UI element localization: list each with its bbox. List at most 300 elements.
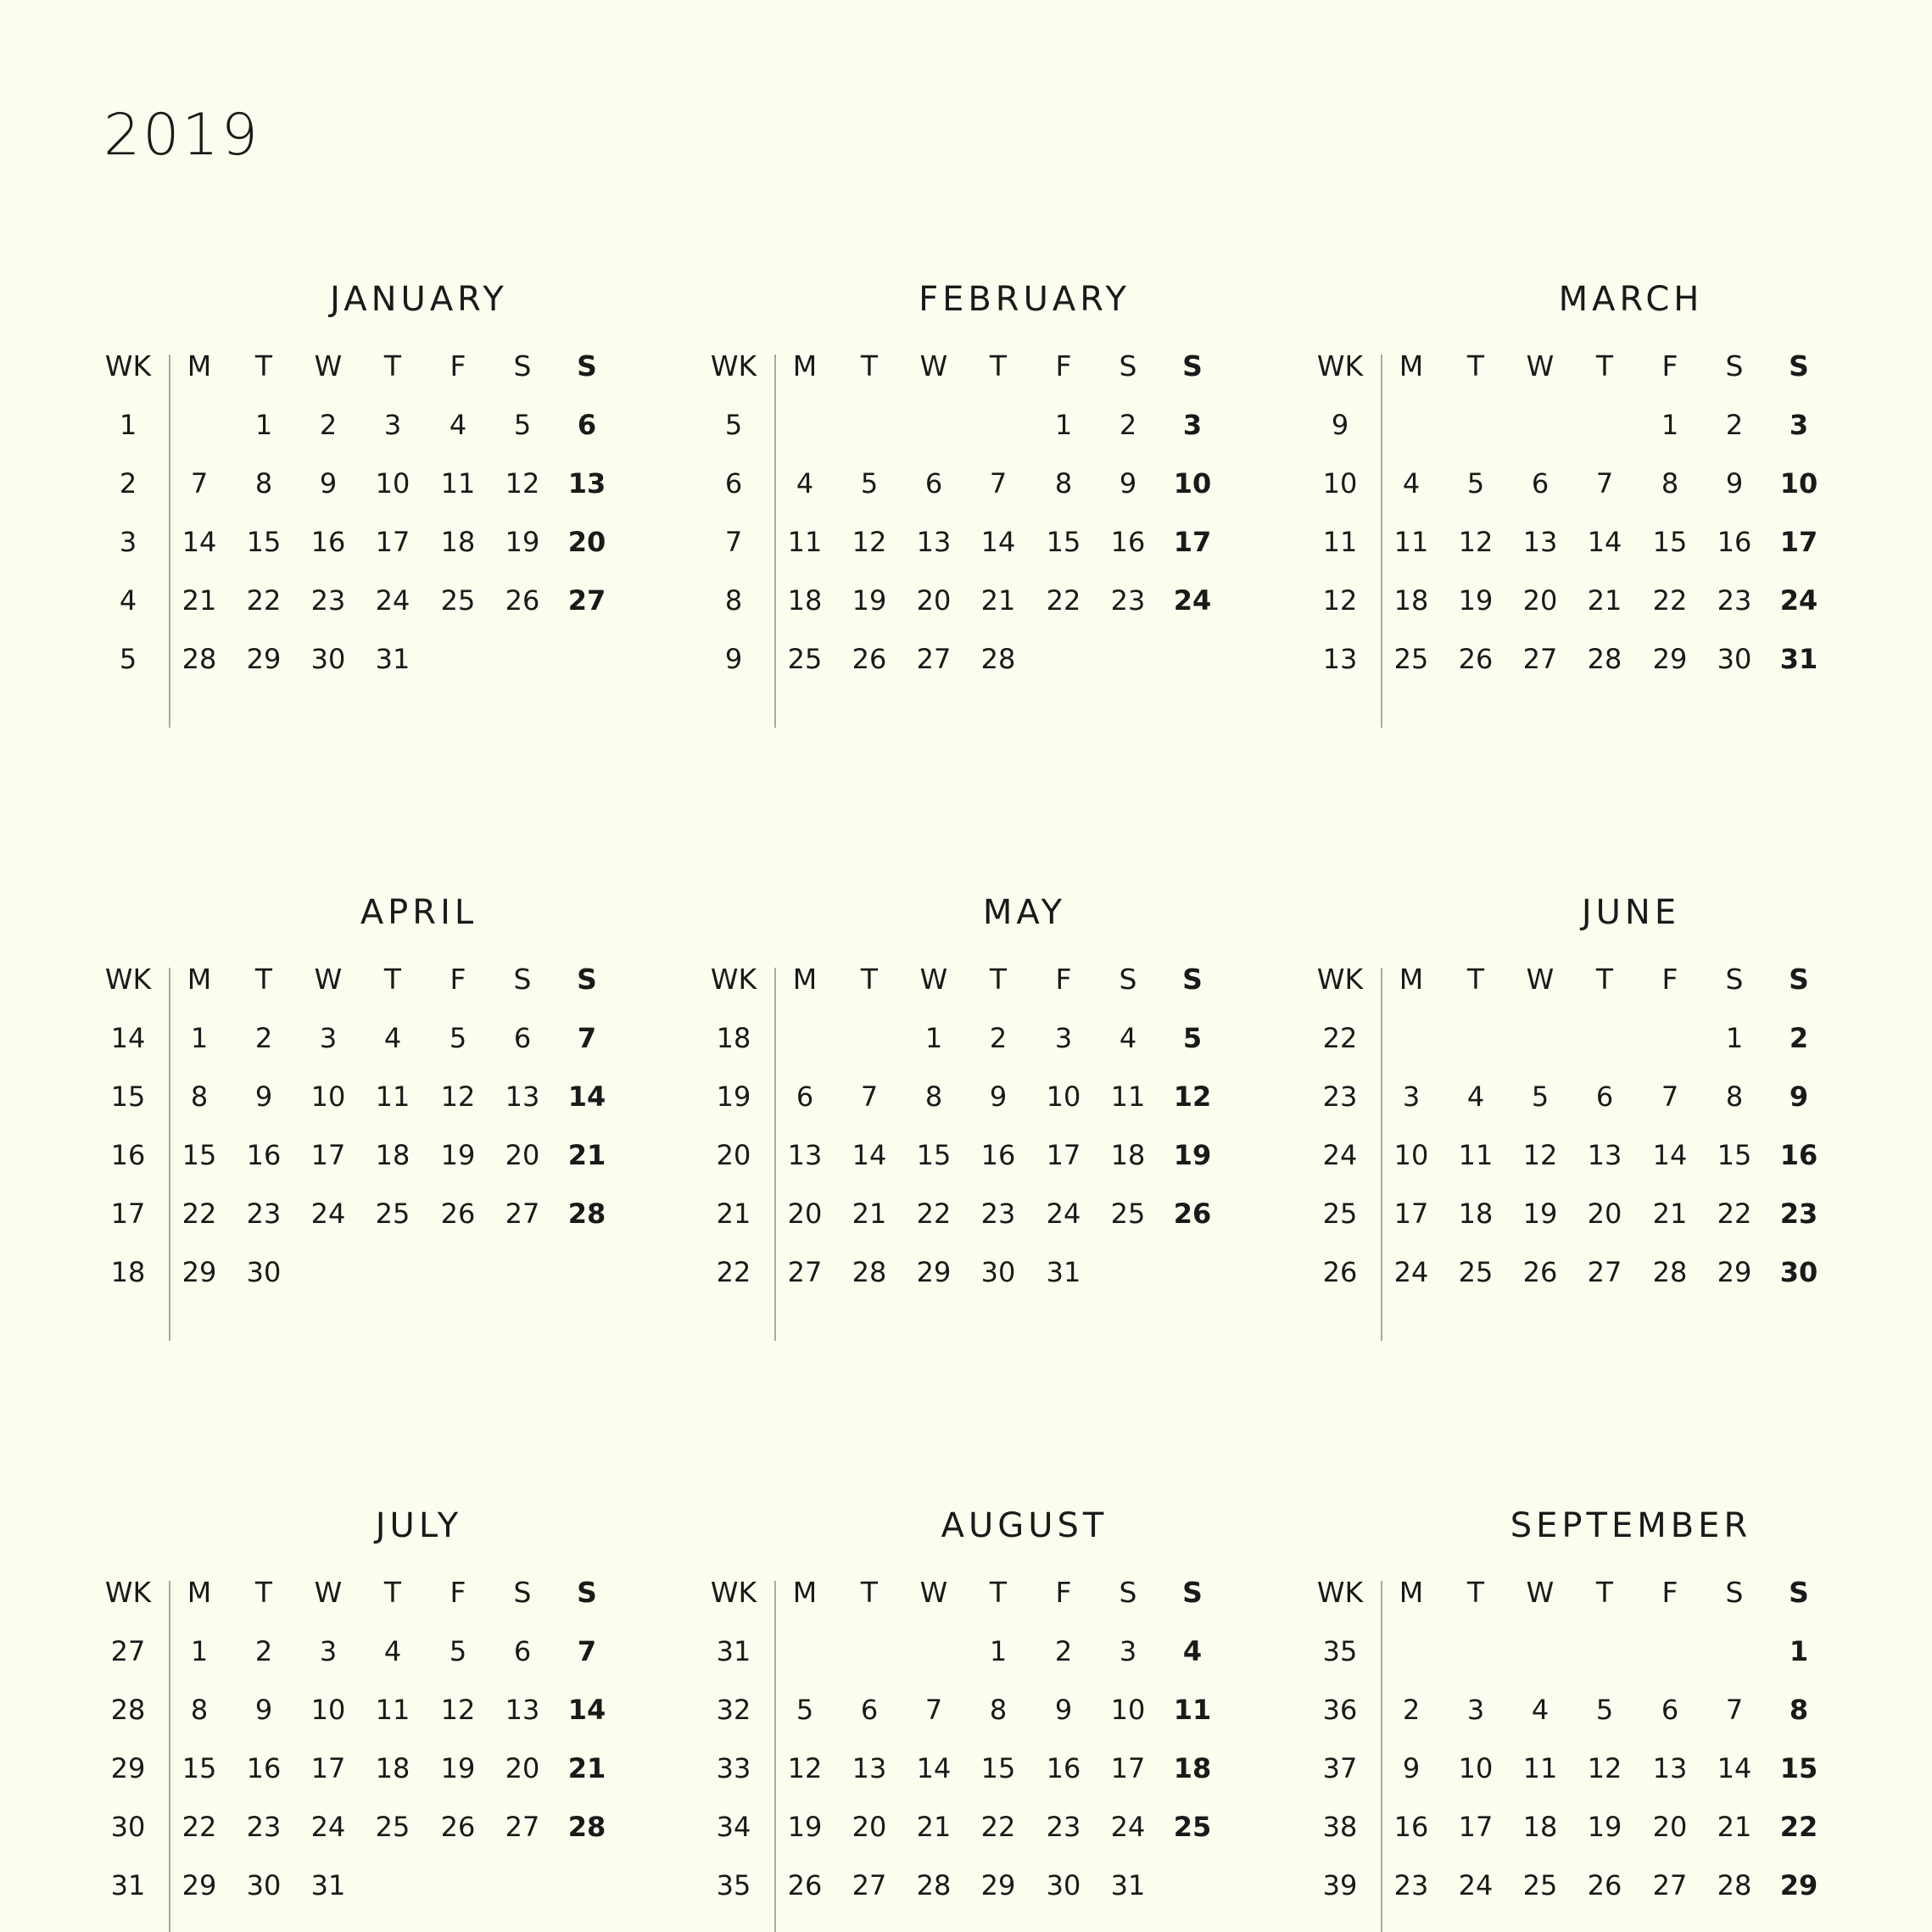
day-cell: 9 xyxy=(254,1694,273,1726)
day-cell: 1 xyxy=(989,1635,1008,1667)
day-cell: 22 xyxy=(181,1811,217,1843)
day-cell: 21 xyxy=(980,584,1016,617)
week-number: 31 xyxy=(110,1869,146,1901)
day-cell: 14 xyxy=(567,1694,606,1726)
day-cell: 19 xyxy=(852,584,887,617)
day-cell: 3 xyxy=(1119,1635,1137,1667)
day-cell: 13 xyxy=(916,526,952,558)
day-cell: 24 xyxy=(1173,584,1212,617)
day-cell: 14 xyxy=(980,526,1016,558)
day-cell: 21 xyxy=(1652,1198,1688,1230)
day-cell: 13 xyxy=(567,467,606,500)
week-number: 7 xyxy=(724,526,743,558)
day-cell: 17 xyxy=(310,1752,346,1784)
day-cell: 27 xyxy=(1522,643,1558,675)
day-cell: 17 xyxy=(1173,526,1212,558)
weekday-header: M xyxy=(1399,963,1424,996)
day-cell: 7 xyxy=(1661,1080,1679,1113)
day-cell: 24 xyxy=(1779,584,1818,617)
week-number: 5 xyxy=(724,409,743,441)
day-cell: 31 xyxy=(1110,1869,1146,1901)
day-cell: 23 xyxy=(246,1198,282,1230)
day-cell: 22 xyxy=(1046,584,1081,617)
day-cell: 11 xyxy=(1110,1080,1146,1113)
week-number: 11 xyxy=(1322,526,1358,558)
week-number: 3 xyxy=(119,526,137,558)
day-cell: 28 xyxy=(1652,1256,1688,1288)
weekday-header: T xyxy=(989,349,1008,382)
day-cell: 8 xyxy=(254,467,273,500)
day-cell: 25 xyxy=(787,643,823,675)
weekday-header: S xyxy=(1119,1576,1137,1609)
day-cell: 1 xyxy=(924,1022,943,1054)
day-cell: 19 xyxy=(1522,1198,1558,1230)
weekday-header: T xyxy=(989,1576,1008,1609)
day-cell: 4 xyxy=(1182,1635,1203,1667)
week-number: 36 xyxy=(1322,1694,1358,1726)
day-cell: 1 xyxy=(190,1635,209,1667)
day-cell: 30 xyxy=(310,643,346,675)
day-cell: 6 xyxy=(924,467,943,500)
day-cell: 31 xyxy=(1046,1256,1081,1288)
day-cell: 16 xyxy=(1717,526,1752,558)
weekday-header: W xyxy=(314,349,343,382)
week-number: 2 xyxy=(119,467,137,500)
day-cell: 5 xyxy=(860,467,879,500)
day-cell: 20 xyxy=(916,584,952,617)
day-cell: 29 xyxy=(980,1869,1016,1901)
day-cell: 8 xyxy=(1789,1694,1809,1726)
day-cell: 16 xyxy=(1046,1752,1081,1784)
day-cell: 25 xyxy=(1522,1869,1558,1901)
day-cell: 4 xyxy=(383,1635,402,1667)
weekday-header: W xyxy=(1526,1576,1555,1609)
day-cell: 24 xyxy=(1393,1256,1429,1288)
day-cell: 15 xyxy=(980,1752,1016,1784)
week-number: 8 xyxy=(724,584,743,617)
day-cell: 18 xyxy=(1393,584,1429,617)
weekday-header: S xyxy=(1182,349,1203,382)
day-cell: 29 xyxy=(1779,1869,1818,1901)
weekday-header: F xyxy=(1661,963,1678,996)
day-cell: 31 xyxy=(310,1869,346,1901)
day-cell: 28 xyxy=(916,1869,952,1901)
weekday-header: F xyxy=(1055,349,1072,382)
weekday-header: F xyxy=(1055,963,1072,996)
weekday-header: T xyxy=(1466,963,1485,996)
day-cell: 27 xyxy=(1652,1869,1688,1901)
weekday-header: W xyxy=(314,1576,343,1609)
weekday-header: S xyxy=(513,349,532,382)
day-cell: 3 xyxy=(383,409,402,441)
week-number: 15 xyxy=(110,1080,146,1113)
day-cell: 6 xyxy=(513,1022,532,1054)
day-cell: 2 xyxy=(254,1022,273,1054)
day-cell: 25 xyxy=(375,1198,410,1230)
day-cell: 12 xyxy=(440,1080,476,1113)
day-cell: 10 xyxy=(1393,1139,1429,1171)
day-cell: 6 xyxy=(860,1694,879,1726)
day-cell: 4 xyxy=(1531,1694,1550,1726)
day-cell: 20 xyxy=(505,1139,540,1171)
week-number: 6 xyxy=(724,467,743,500)
day-cell: 7 xyxy=(577,1635,597,1667)
week-number: 28 xyxy=(110,1694,146,1726)
day-cell: 29 xyxy=(1717,1256,1752,1288)
day-cell: 9 xyxy=(319,467,338,500)
day-cell: 22 xyxy=(1652,584,1688,617)
day-cell: 7 xyxy=(1595,467,1614,500)
week-header: WK xyxy=(1316,1576,1364,1609)
day-cell: 26 xyxy=(1173,1198,1212,1230)
day-cell: 28 xyxy=(567,1198,606,1230)
day-cell: 31 xyxy=(375,643,410,675)
day-cell: 18 xyxy=(440,526,476,558)
week-header: WK xyxy=(710,349,757,382)
day-cell: 27 xyxy=(1587,1256,1622,1288)
day-cell: 9 xyxy=(989,1080,1008,1113)
day-cell: 10 xyxy=(375,467,410,500)
weekday-header: T xyxy=(1466,1576,1485,1609)
week-number: 12 xyxy=(1322,584,1358,617)
day-cell: 22 xyxy=(246,584,282,617)
day-cell: 15 xyxy=(181,1139,217,1171)
day-cell: 19 xyxy=(1458,584,1494,617)
day-cell: 22 xyxy=(916,1198,952,1230)
day-cell: 19 xyxy=(787,1811,823,1843)
month-name: MAY xyxy=(982,893,1067,932)
day-cell: 23 xyxy=(1779,1198,1818,1230)
day-cell: 21 xyxy=(567,1752,606,1784)
week-number: 32 xyxy=(716,1694,751,1726)
day-cell: 12 xyxy=(1587,1752,1622,1784)
day-cell: 12 xyxy=(440,1694,476,1726)
day-cell: 24 xyxy=(310,1811,346,1843)
day-cell: 30 xyxy=(980,1256,1016,1288)
day-cell: 23 xyxy=(1393,1869,1429,1901)
day-cell: 21 xyxy=(1717,1811,1752,1843)
week-header: WK xyxy=(710,963,757,996)
day-cell: 17 xyxy=(1458,1811,1494,1843)
day-cell: 17 xyxy=(375,526,410,558)
week-number: 35 xyxy=(1322,1635,1358,1667)
week-number: 9 xyxy=(1331,409,1349,441)
day-cell: 10 xyxy=(1779,467,1818,500)
day-cell: 27 xyxy=(916,643,952,675)
day-cell: 28 xyxy=(980,643,1016,675)
weekday-header: S xyxy=(577,349,597,382)
day-cell: 3 xyxy=(1789,409,1809,441)
day-cell: 24 xyxy=(1046,1198,1081,1230)
day-cell: 3 xyxy=(1182,409,1203,441)
day-cell: 3 xyxy=(1466,1694,1485,1726)
day-cell: 16 xyxy=(1779,1139,1818,1171)
week-number: 37 xyxy=(1322,1752,1358,1784)
day-cell: 8 xyxy=(989,1694,1008,1726)
week-number: 23 xyxy=(1322,1080,1358,1113)
day-cell: 8 xyxy=(190,1694,209,1726)
day-cell: 18 xyxy=(1522,1811,1558,1843)
day-cell: 2 xyxy=(1054,1635,1073,1667)
month-name: FEBRUARY xyxy=(919,280,1131,319)
day-cell: 12 xyxy=(787,1752,823,1784)
weekday-header: M xyxy=(792,1576,818,1609)
weekday-header: S xyxy=(577,963,597,996)
month-block xyxy=(103,1506,672,1932)
day-cell: 20 xyxy=(1522,584,1558,617)
day-cell: 11 xyxy=(1393,526,1429,558)
day-cell: 22 xyxy=(1779,1811,1818,1843)
week-header: WK xyxy=(1316,963,1364,996)
day-cell: 5 xyxy=(1466,467,1485,500)
day-cell: 13 xyxy=(505,1694,540,1726)
day-cell: 4 xyxy=(449,409,467,441)
day-cell: 6 xyxy=(1661,1694,1679,1726)
week-number: 25 xyxy=(1322,1198,1358,1230)
day-cell: 29 xyxy=(246,643,282,675)
week-number: 29 xyxy=(110,1752,146,1784)
day-cell: 21 xyxy=(916,1811,952,1843)
weekday-header: F xyxy=(1661,349,1678,382)
day-cell: 22 xyxy=(1717,1198,1752,1230)
day-cell: 6 xyxy=(796,1080,814,1113)
week-number: 31 xyxy=(716,1635,751,1667)
day-cell: 7 xyxy=(190,467,209,500)
day-cell: 2 xyxy=(1789,1022,1809,1054)
day-cell: 3 xyxy=(319,1635,338,1667)
weekday-header: T xyxy=(1595,349,1614,382)
day-cell: 26 xyxy=(440,1198,476,1230)
weekday-header: S xyxy=(1119,963,1137,996)
day-cell: 20 xyxy=(787,1198,823,1230)
day-cell: 27 xyxy=(787,1256,823,1288)
day-cell: 13 xyxy=(852,1752,887,1784)
day-cell: 7 xyxy=(577,1022,597,1054)
month-block xyxy=(709,893,1277,1337)
day-cell: 18 xyxy=(375,1139,410,1171)
day-cell: 24 xyxy=(310,1198,346,1230)
weekday-header: F xyxy=(1661,1576,1678,1609)
day-cell: 3 xyxy=(319,1022,338,1054)
day-cell: 2 xyxy=(319,409,338,441)
day-cell: 11 xyxy=(1522,1752,1558,1784)
day-cell: 20 xyxy=(505,1752,540,1784)
day-cell: 21 xyxy=(567,1139,606,1171)
day-cell: 5 xyxy=(449,1022,467,1054)
day-cell: 20 xyxy=(852,1811,887,1843)
day-cell: 8 xyxy=(924,1080,943,1113)
day-cell: 5 xyxy=(1182,1022,1203,1054)
day-cell: 23 xyxy=(246,1811,282,1843)
day-cell: 26 xyxy=(1458,643,1494,675)
week-number: 10 xyxy=(1322,467,1358,500)
day-cell: 17 xyxy=(1110,1752,1146,1784)
day-cell: 10 xyxy=(310,1694,346,1726)
day-cell: 5 xyxy=(449,1635,467,1667)
weekday-header: S xyxy=(1725,349,1744,382)
week-number: 1 xyxy=(119,409,137,441)
month-name: JULY xyxy=(375,1506,463,1545)
weekday-header: M xyxy=(187,1576,212,1609)
day-cell: 15 xyxy=(1652,526,1688,558)
weekday-header: S xyxy=(1789,349,1809,382)
weekday-header: S xyxy=(1789,963,1809,996)
day-cell: 16 xyxy=(1393,1811,1429,1843)
day-cell: 11 xyxy=(787,526,823,558)
weekday-header: M xyxy=(792,349,818,382)
day-cell: 18 xyxy=(1173,1752,1212,1784)
day-cell: 21 xyxy=(852,1198,887,1230)
weekday-header: T xyxy=(860,349,879,382)
day-cell: 14 xyxy=(1717,1752,1752,1784)
weekday-header: W xyxy=(919,349,948,382)
week-number: 33 xyxy=(716,1752,751,1784)
day-cell: 22 xyxy=(181,1198,217,1230)
week-number: 22 xyxy=(1322,1022,1358,1054)
weekday-header: S xyxy=(1725,963,1744,996)
week-number: 16 xyxy=(110,1139,146,1171)
day-cell: 12 xyxy=(852,526,887,558)
day-cell: 20 xyxy=(1652,1811,1688,1843)
day-cell: 29 xyxy=(916,1256,952,1288)
day-cell: 5 xyxy=(1595,1694,1614,1726)
weekday-header: M xyxy=(792,963,818,996)
day-cell: 24 xyxy=(375,584,410,617)
day-cell: 18 xyxy=(787,584,823,617)
weekday-header: M xyxy=(187,349,212,382)
day-cell: 23 xyxy=(1717,584,1752,617)
week-number: 17 xyxy=(110,1198,146,1230)
day-cell: 23 xyxy=(980,1198,1016,1230)
weekday-header: M xyxy=(1399,1576,1424,1609)
weekday-header: F xyxy=(449,349,466,382)
weekday-header: T xyxy=(254,349,273,382)
day-cell: 7 xyxy=(860,1080,879,1113)
week-number: 18 xyxy=(716,1022,751,1054)
week-number: 27 xyxy=(110,1635,146,1667)
day-cell: 4 xyxy=(1119,1022,1137,1054)
weekday-header: F xyxy=(449,1576,466,1609)
day-cell: 17 xyxy=(1046,1139,1081,1171)
day-cell: 16 xyxy=(310,526,346,558)
day-cell: 28 xyxy=(567,1811,606,1843)
day-cell: 27 xyxy=(505,1811,540,1843)
day-cell: 7 xyxy=(924,1694,943,1726)
week-number: 26 xyxy=(1322,1256,1358,1288)
month-name: JUNE xyxy=(1581,893,1681,932)
day-cell: 18 xyxy=(1458,1198,1494,1230)
day-cell: 9 xyxy=(254,1080,273,1113)
week-number: 9 xyxy=(724,643,743,675)
month-name: APRIL xyxy=(360,893,478,932)
weekday-header: S xyxy=(1725,1576,1744,1609)
day-cell: 17 xyxy=(310,1139,346,1171)
day-cell: 17 xyxy=(1779,526,1818,558)
day-cell: 26 xyxy=(852,643,887,675)
day-cell: 16 xyxy=(246,1752,282,1784)
day-cell: 30 xyxy=(1779,1256,1818,1288)
day-cell: 5 xyxy=(513,409,532,441)
day-cell: 10 xyxy=(1173,467,1212,500)
day-cell: 2 xyxy=(989,1022,1008,1054)
day-cell: 4 xyxy=(1466,1080,1485,1113)
day-cell: 5 xyxy=(1531,1080,1550,1113)
day-cell: 21 xyxy=(181,584,217,617)
weekday-header: W xyxy=(1526,349,1555,382)
day-cell: 2 xyxy=(254,1635,273,1667)
weekday-header: T xyxy=(1595,963,1614,996)
day-cell: 11 xyxy=(375,1694,410,1726)
month-name: AUGUST xyxy=(941,1506,1108,1545)
day-cell: 11 xyxy=(1458,1139,1494,1171)
weekday-header: S xyxy=(1789,1576,1809,1609)
day-cell: 1 xyxy=(1789,1635,1809,1667)
day-cell: 16 xyxy=(1110,526,1146,558)
week-number: 13 xyxy=(1322,643,1358,675)
day-cell: 20 xyxy=(567,526,606,558)
day-cell: 14 xyxy=(1587,526,1622,558)
day-cell: 2 xyxy=(1119,409,1137,441)
day-cell: 30 xyxy=(246,1256,282,1288)
day-cell: 19 xyxy=(1587,1811,1622,1843)
week-number: 22 xyxy=(716,1256,751,1288)
weekday-header: T xyxy=(383,1576,402,1609)
weekday-header: M xyxy=(187,963,212,996)
day-cell: 23 xyxy=(1110,584,1146,617)
day-cell: 25 xyxy=(1110,1198,1146,1230)
day-cell: 8 xyxy=(1054,467,1073,500)
day-cell: 15 xyxy=(246,526,282,558)
day-cell: 13 xyxy=(1652,1752,1688,1784)
week-number: 19 xyxy=(716,1080,751,1113)
day-cell: 19 xyxy=(440,1139,476,1171)
week-number: 21 xyxy=(716,1198,751,1230)
day-cell: 1 xyxy=(190,1022,209,1054)
weekday-header: W xyxy=(314,963,343,996)
day-cell: 12 xyxy=(1458,526,1494,558)
day-cell: 28 xyxy=(1717,1869,1752,1901)
day-cell: 13 xyxy=(1522,526,1558,558)
day-cell: 29 xyxy=(181,1869,217,1901)
day-cell: 6 xyxy=(1531,467,1550,500)
day-cell: 4 xyxy=(1402,467,1421,500)
day-cell: 10 xyxy=(1458,1752,1494,1784)
day-cell: 18 xyxy=(375,1752,410,1784)
day-cell: 14 xyxy=(852,1139,887,1171)
weekday-header: T xyxy=(1466,349,1485,382)
week-header: WK xyxy=(1316,349,1364,382)
week-number: 20 xyxy=(716,1139,751,1171)
day-cell: 16 xyxy=(246,1139,282,1171)
day-cell: 24 xyxy=(1110,1811,1146,1843)
day-cell: 23 xyxy=(310,584,346,617)
day-cell: 20 xyxy=(1587,1198,1622,1230)
day-cell: 15 xyxy=(1779,1752,1818,1784)
week-number: 4 xyxy=(119,584,137,617)
day-cell: 9 xyxy=(1119,467,1137,500)
week-number: 18 xyxy=(110,1256,146,1288)
day-cell: 22 xyxy=(980,1811,1016,1843)
day-cell: 7 xyxy=(989,467,1008,500)
day-cell: 9 xyxy=(1789,1080,1809,1113)
day-cell: 26 xyxy=(440,1811,476,1843)
day-cell: 6 xyxy=(1595,1080,1614,1113)
day-cell: 17 xyxy=(1393,1198,1429,1230)
day-cell: 8 xyxy=(1725,1080,1744,1113)
day-cell: 30 xyxy=(1717,643,1752,675)
month-block xyxy=(103,893,672,1337)
weekday-header: T xyxy=(383,963,402,996)
